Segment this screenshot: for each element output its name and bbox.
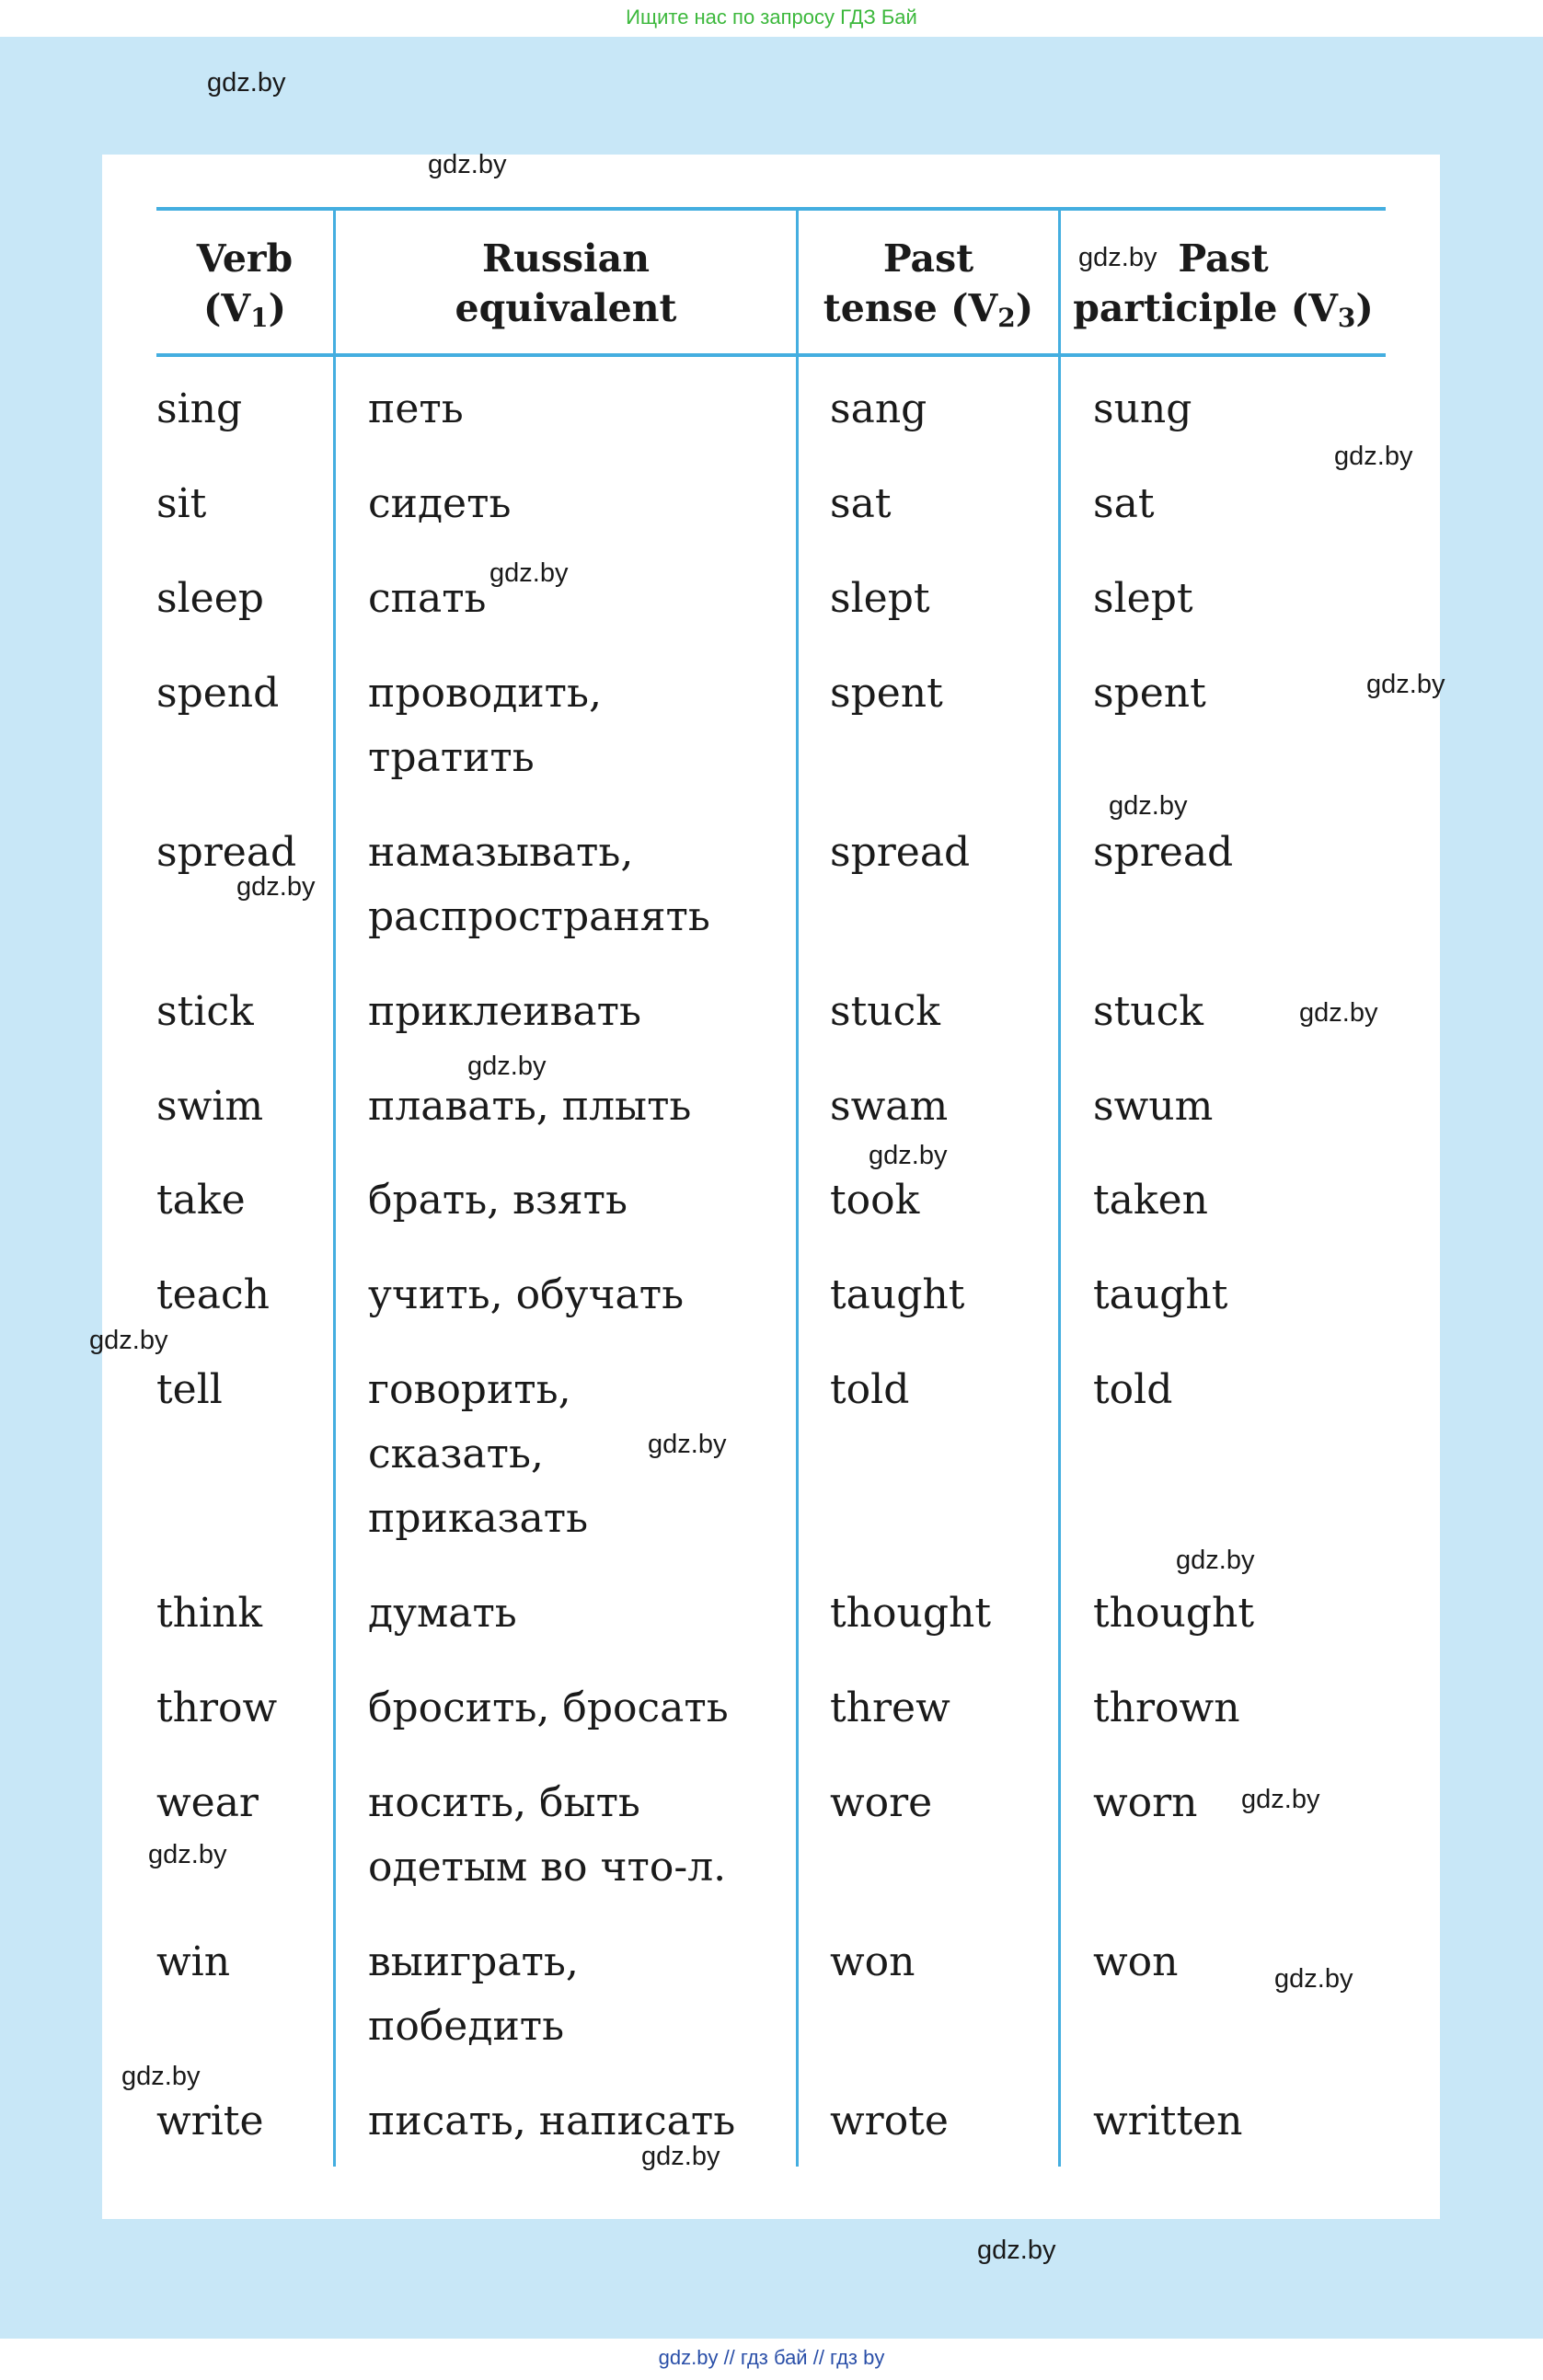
- past-tense-cell: spent: [830, 670, 943, 717]
- header-bottom-rule: [156, 353, 1386, 357]
- column-divider-3: [1058, 209, 1061, 2167]
- russian-cell: сидеть: [368, 480, 512, 527]
- watermark-text: gdz.by: [236, 872, 316, 902]
- header-past-tense: Past tense $(V_2)$: [823, 236, 1034, 333]
- russian-cell: приклеивать: [368, 988, 641, 1035]
- russian-cell: писать, написать: [368, 2098, 736, 2144]
- bottom-footer: gdz.by // гдз бай // гдз by: [0, 2339, 1543, 2380]
- watermark-text: gdz.by: [648, 1430, 727, 1459]
- verb-cell: take: [156, 1177, 246, 1224]
- past-participle-cell: sat: [1093, 480, 1155, 527]
- past-tense-cell: won: [830, 1938, 915, 1985]
- past-tense-cell: wore: [830, 1779, 933, 1826]
- watermark-text: gdz.by: [977, 2236, 1056, 2265]
- past-participle-cell: won: [1093, 1938, 1179, 1985]
- russian-cell: брать, взять: [368, 1177, 628, 1224]
- past-participle-cell: spent: [1093, 670, 1206, 717]
- column-divider-2: [796, 209, 799, 2167]
- watermark-text: gdz.by: [1299, 998, 1378, 1028]
- watermark-text: gdz.by: [869, 1141, 948, 1170]
- russian-cell: учить, обучать: [368, 1271, 685, 1318]
- table-top-rule: [156, 207, 1386, 211]
- past-tense-cell: told: [830, 1366, 910, 1413]
- past-tense-cell: sat: [830, 480, 892, 527]
- russian-cell: думать: [368, 1590, 517, 1637]
- watermark-text: gdz.by: [1078, 243, 1157, 272]
- russian-cell: спать: [368, 575, 487, 622]
- watermark-text: gdz.by: [121, 2062, 201, 2091]
- past-tense-cell: took: [830, 1177, 920, 1224]
- verb-cell: sit: [156, 480, 207, 527]
- header-russian: Russian equivalent: [455, 236, 677, 330]
- past-participle-cell: thrown: [1093, 1684, 1240, 1731]
- russian-cell: намазывать, распространять: [368, 829, 710, 940]
- top-banner: Ищите нас по запросу ГДЗ Бай: [0, 0, 1543, 37]
- textbook-page: [102, 155, 1440, 2219]
- russian-cell: носить, быть одетым во что-л.: [368, 1779, 727, 1891]
- verb-cell: write: [156, 2098, 264, 2144]
- verb-cell: stick: [156, 988, 254, 1035]
- russian-cell: выиграть, победить: [368, 1938, 579, 2050]
- watermark-text: gdz.by: [207, 68, 286, 98]
- past-participle-cell: taken: [1093, 1177, 1208, 1224]
- header-past-participle: Past participle $(V_3)$: [1073, 236, 1374, 333]
- verb-cell: think: [156, 1590, 263, 1637]
- russian-cell: бросить, бросать: [368, 1684, 729, 1731]
- past-tense-cell: taught: [830, 1271, 965, 1318]
- watermark-text: gdz.by: [1241, 1785, 1320, 1814]
- verb-cell: win: [156, 1938, 231, 1985]
- past-participle-cell: swum: [1093, 1083, 1214, 1130]
- watermark-text: gdz.by: [1176, 1546, 1255, 1575]
- header-verb: Verb $(V_1)$: [196, 236, 294, 333]
- watermark-text: gdz.by: [467, 1052, 547, 1081]
- past-tense-cell: threw: [830, 1684, 950, 1731]
- column-divider-1: [333, 209, 336, 2167]
- past-tense-cell: slept: [830, 575, 930, 622]
- russian-cell: плавать, плыть: [368, 1083, 692, 1130]
- past-tense-cell: stuck: [830, 988, 940, 1035]
- past-tense-cell: swam: [830, 1083, 949, 1130]
- verb-cell: sleep: [156, 575, 264, 622]
- watermark-text: gdz.by: [641, 2142, 720, 2171]
- past-participle-cell: thought: [1093, 1590, 1255, 1637]
- past-tense-cell: sang: [830, 385, 927, 432]
- verb-cell: sing: [156, 385, 243, 432]
- watermark-text: gdz.by: [1109, 791, 1188, 821]
- russian-cell: проводить, тратить: [368, 670, 602, 781]
- past-participle-cell: taught: [1093, 1271, 1228, 1318]
- past-tense-cell: spread: [830, 829, 971, 876]
- verb-cell: throw: [156, 1684, 278, 1731]
- watermark-text: gdz.by: [1366, 670, 1445, 699]
- past-participle-cell: worn: [1093, 1779, 1198, 1826]
- past-tense-cell: wrote: [830, 2098, 949, 2144]
- watermark-text: gdz.by: [89, 1326, 168, 1355]
- verb-cell: spread: [156, 829, 297, 876]
- watermark-text: gdz.by: [1334, 442, 1413, 471]
- past-participle-cell: sung: [1093, 385, 1192, 432]
- verb-cell: tell: [156, 1366, 223, 1413]
- watermark-text: gdz.by: [428, 150, 507, 179]
- verb-cell: swim: [156, 1083, 264, 1130]
- russian-cell: петь: [368, 385, 464, 432]
- verb-cell: spend: [156, 670, 280, 717]
- verb-cell: teach: [156, 1271, 270, 1318]
- past-participle-cell: spread: [1093, 829, 1234, 876]
- past-participle-cell: written: [1093, 2098, 1243, 2144]
- past-participle-cell: slept: [1093, 575, 1193, 622]
- watermark-text: gdz.by: [489, 558, 569, 588]
- watermark-text: gdz.by: [148, 1840, 227, 1869]
- past-participle-cell: told: [1093, 1366, 1173, 1413]
- watermark-text: gdz.by: [1274, 1964, 1353, 1994]
- past-tense-cell: thought: [830, 1590, 992, 1637]
- russian-cell: говорить, сказать, приказать: [368, 1366, 589, 1542]
- past-participle-cell: stuck: [1093, 988, 1203, 1035]
- verb-cell: wear: [156, 1779, 259, 1826]
